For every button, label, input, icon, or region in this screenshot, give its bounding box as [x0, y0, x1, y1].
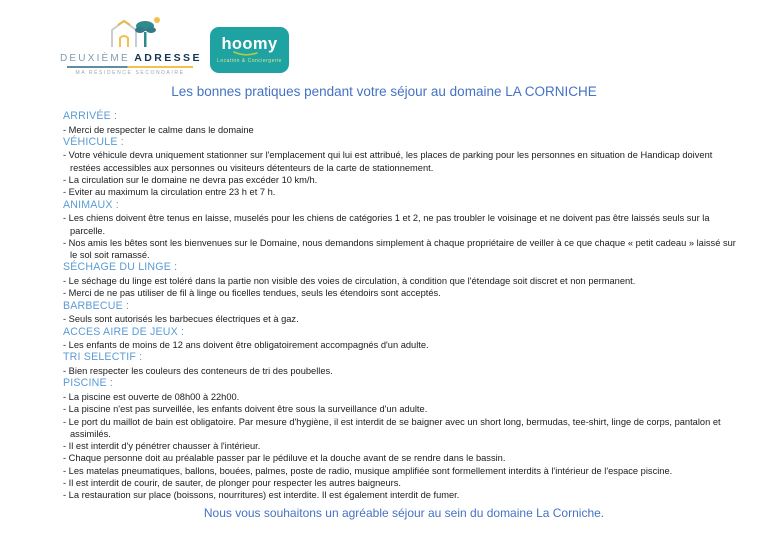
- section-heading: VÉHICULE :: [63, 135, 124, 148]
- brand-name-bold: ADRESSE: [134, 52, 202, 64]
- rule-item: - Les chiens doivent être tenus en laisse, muselés pour les chiens de catégories 1 et 2, ne pas troubler le voisinage et ne doivent pas être laissés seuls sur la parcelle.: [63, 213, 710, 236]
- rule-item: - Nos amis les bêtes sont les bienvenues sur le Domaine, nous demandons simplement à chaque propriétaire de veiller à ce que chaque « petit cadeau » laissé sur le sol soit ramassé.: [63, 237, 736, 261]
- rule-section: [63, 261, 745, 299]
- section-items: [63, 275, 745, 300]
- rule-section: [63, 326, 745, 352]
- section-heading: SÉCHAGE DU LINGE :: [63, 261, 178, 274]
- rule-section: [63, 300, 745, 326]
- rule-item: - Le port du maillot de bain est obligatoire. Par mesure d'hygiène, il est interdit de se baigner avec un short long, bermudas, tee-shirt, linge de corps, pantalon et assimilés.: [63, 416, 721, 439]
- rule-section: [63, 377, 745, 501]
- brand-name-light: DEUXIÈME: [60, 53, 130, 64]
- section-items: [63, 313, 745, 325]
- rule-item: - La piscine est ouverte de 08h00 à 22h00.: [63, 391, 240, 402]
- page-title: Les bonnes pratiques pendant votre séjour au domaine LA CORNICHE: [171, 84, 597, 99]
- house-icon: [94, 16, 166, 50]
- section-heading: TRI SELECTIF :: [63, 351, 143, 364]
- rules-sections: [63, 110, 745, 520]
- logo-underline: [67, 66, 193, 68]
- rule-item: - Il est interdit de courir, de sauter, de plonger pour respecter les autres baigneurs.: [63, 477, 401, 488]
- section-items: [63, 124, 745, 136]
- closing-message: Nous vous souhaitons un agréable séjour au sein du domaine La Corniche.: [203, 505, 605, 520]
- rule-item: - Eviter au maximum la circulation entre 23 h et 7 h.: [63, 187, 276, 198]
- rule-item: - Les enfants de moins de 12 ans doivent être obligatoirement accompagnés d'un adulte.: [63, 340, 429, 351]
- rule-item: - Les matelas pneumatiques, ballons, bouées, palmes, poste de radio, musique amplifiée sont formellement interdits à l'intérieur de l'espace piscine.: [63, 465, 673, 476]
- rule-section: [63, 199, 745, 262]
- rule-item: - Merci de respecter le calme dans le domaine: [63, 124, 254, 135]
- rule-section: [63, 136, 745, 199]
- hoomy-tagline: Location & Conciergerie: [217, 57, 282, 64]
- rule-item: - Votre véhicule devra uniquement stationner sur l'emplacement qui lui est attribué, les places de parking pour les personnes en situation de Handicap doivent restées accessibles aux personnes ou visiteurs détenteurs de la carte de stationnement.: [63, 150, 713, 173]
- rule-section: [63, 351, 745, 377]
- rule-item: - Le séchage du linge est toléré dans la partie non visible des voies de circulation, à condition que l'étendage soit discret et non permanent.: [63, 276, 636, 287]
- sun-icon: [154, 17, 160, 23]
- rule-item: - Bien respecter les couleurs des conteneurs de tri des poubelles.: [63, 366, 333, 377]
- rule-item: - Il est interdit d'y pénétrer chausser à l'intérieur.: [63, 441, 261, 452]
- rule-item: - La circulation sur le domaine ne devra pas excéder 10 km/h.: [63, 175, 318, 186]
- rule-item: - La piscine n'est pas surveillée, les enfants doivent être sous la surveillance d'un adulte.: [63, 404, 428, 415]
- hoomy-wordmark: hoomy: [221, 34, 278, 53]
- rule-item: - Chaque personne doit au préalable passer par le pédiluve et la douche avant de se rendre dans le bassin.: [63, 453, 506, 464]
- brand-tagline: MA RÉSIDENCE SECONDAIRE: [75, 70, 185, 76]
- deuxieme-adresse-logo: [60, 16, 200, 76]
- rule-section: [63, 110, 745, 136]
- rule-item: - Merci de ne pas utiliser de fil à linge ou ficelles tendues, seuls les étendoirs sont acceptés.: [63, 288, 441, 299]
- section-items: [63, 212, 745, 261]
- section-heading: ACCES AIRE DE JEUX :: [63, 325, 185, 338]
- hoomy-logo: [210, 27, 289, 73]
- section-items: [63, 365, 745, 377]
- section-heading: ARRIVÉE :: [63, 110, 118, 122]
- deuxieme-adresse-wordmark: [60, 51, 200, 64]
- section-heading: ANIMAUX :: [63, 198, 119, 211]
- section-items: [63, 339, 745, 351]
- section-heading: BARBECUE :: [63, 299, 130, 312]
- rule-item: - Seuls sont autorisés les barbecues électriques et à gaz.: [63, 314, 299, 325]
- section-heading: PISCINE :: [63, 377, 114, 390]
- pine-tree-icon: [135, 21, 156, 47]
- rule-item: - La restauration sur place (boissons, nourritures) est interdite. Il est également interdit de fumer.: [63, 490, 460, 501]
- section-items: [63, 391, 745, 502]
- hoomy-swoosh-icon: [233, 51, 267, 56]
- section-items: [63, 149, 745, 198]
